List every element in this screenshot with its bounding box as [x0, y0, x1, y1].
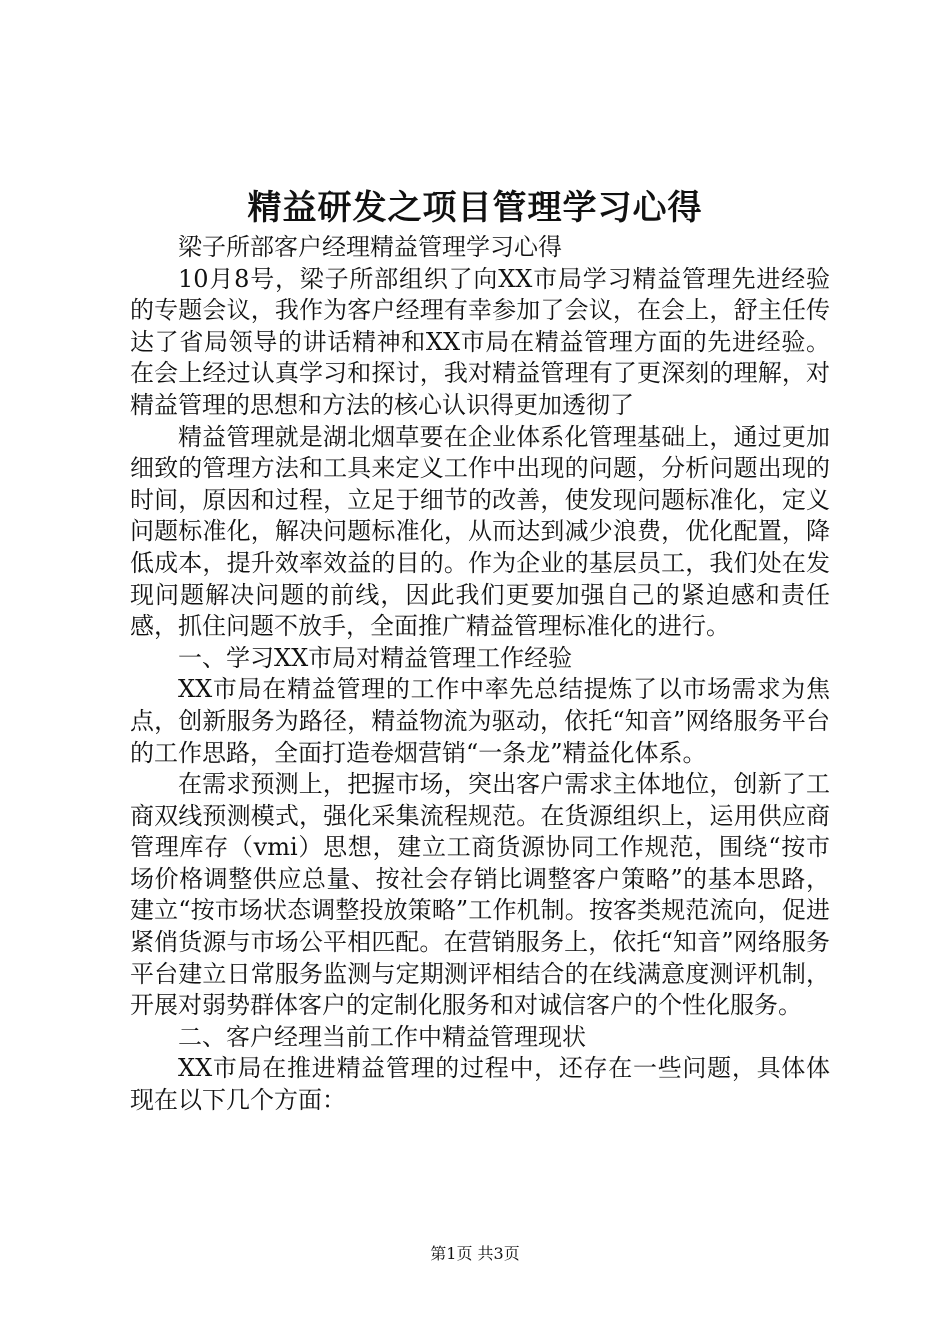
document-body: [130, 232, 830, 1117]
document-title: 精益研发之项目管理学习心得: [247, 188, 703, 228]
paragraph-xx-bureau-approach: XX市局在精益管理的工作中率先总结提炼了以市场需求为焦点，创新服务为路径，精益物流为驱动，依托“知音”网络服务平台的工作思路，全面打造卷烟营销“一条龙”精益化体系。: [130, 675, 830, 767]
section-heading-1: 一、学习XX市局对精益管理工作经验: [178, 643, 573, 672]
page-footer: 第1页 共3页: [430, 1244, 520, 1263]
paragraph-lean-definition: 精益管理就是湖北烟草要在企业体系化管理基础上，通过更加细致的管理方法和工具来定义工作中出现的问题，分析问题出现的时间，原因和过程，立足于细节的改善，使发现问题标准化，定义问题标准化，解决问题标准化，从而达到减少浪费，优化配置，降低成本，提升效率效益的目的。作为企业的基层员工，我们处在发现问题解决问题的前线，因此我们更要加强自己的紧迫感和责任感，抓住问题不放手，全面推广精益管理标准化的进行。: [130, 422, 830, 641]
paragraph-subtitle: 梁子所部客户经理精益管理学习心得: [178, 233, 562, 261]
paragraph-meeting-intro: 10月8号，梁子所部组织了向XX市局学习精益管理先进经验的专题会议，我作为客户经理有幸参加了会议，在会上，舒主任传达了省局领导的讲话精神和XX市局在精益管理方面的先进经验。在会上经过认真学习和探讨，我对精益管理有了更深刻的理解，对精益管理的思想和方法的核心认识得更加透彻了: [130, 264, 830, 419]
section-heading-2: 二、客户经理当前工作中精益管理现状: [178, 1022, 586, 1051]
paragraph-demand-forecast: 在需求预测上，把握市场，突出客户需求主体地位，创新了工商双线预测模式，强化采集流程规范。在货源组织上，运用供应商管理库存（vmi）思想，建立工商货源协同工作规范，围绕“按市场价格调整供应总量、按社会存销比调整客户策略”的基本思路，建立“按市场状态调整投放策略”工作机制。按客类规范流向，促进紧俏货源与市场公平相匹配。在营销服务上，依托“知音”网络服务平台建立日常服务监测与定期测评相结合的在线满意度测评机制，开展对弱势群体客户的定制化服务和对诚信客户的个性化服务。: [130, 770, 830, 1020]
paragraph-current-issues: XX市局在推进精益管理的过程中，还存在一些问题，具体体现在以下几个方面：: [130, 1054, 830, 1115]
